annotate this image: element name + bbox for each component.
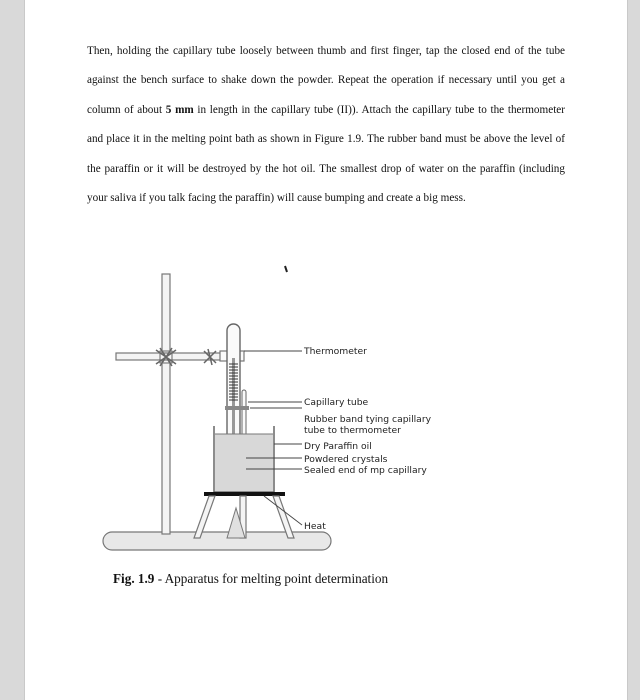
stand-base [103, 532, 331, 550]
label-thermometer: Thermometer [304, 346, 367, 357]
body-paragraph [87, 37, 565, 213]
paraffin-oil [215, 434, 273, 491]
label-powdered-crystals: Powdered crystals [304, 454, 388, 465]
label-rubber-band-1: Rubber band tying capillary [304, 414, 432, 425]
label-rubber-band-2: tube to thermometer [304, 425, 401, 436]
figure-caption-text: - Apparatus for melting point determination [154, 571, 389, 586]
label-sealed-end: Sealed end of mp capillary [304, 465, 427, 476]
figure-number: Fig. 1.9 [113, 571, 155, 586]
paragraph-bold-measurement: 5 mm [165, 103, 194, 116]
document-page [24, 0, 628, 700]
label-capillary-tube: Capillary tube [304, 397, 369, 408]
clamp-arm [116, 353, 234, 360]
rubber-band [225, 406, 249, 410]
paragraph-part-2: in length in the capillary tube (II)). Attach the capillary tube to the thermometer and place it in the melting point bath as shown in Figure 1.9. The rubber band must be above the level of the paraffin or it will be destroyed by the hot oil. The smallest drop of water on the paraffin (including your saliva if you talk facing the paraffin) will cause bumping and create a big mess. [87, 103, 565, 205]
paragraph-text [87, 37, 565, 213]
figure-caption [113, 571, 388, 587]
stray-mark [285, 266, 287, 272]
label-heat: Heat [304, 521, 326, 532]
label-dry-paraffin: Dry Paraffin oil [304, 441, 372, 452]
paragraph-part-1: Then, holding the capillary tube loosely between thumb and first finger, tap the closed end of the tube against the bench surface to shake down the powder. Repeat the operation if necessary until you get a column of about [87, 45, 565, 116]
apparatus-diagram [80, 258, 500, 568]
stand-rod [162, 274, 170, 534]
